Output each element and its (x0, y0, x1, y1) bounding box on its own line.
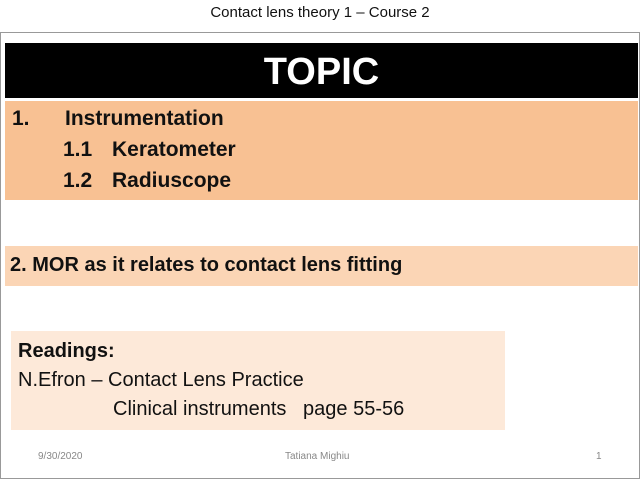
item-number: 1.2 (63, 169, 93, 192)
footer-author: Tatiana Mighiu (285, 451, 350, 462)
section-1-box (5, 101, 638, 200)
item-number: 1.1 (63, 138, 93, 161)
item-label: Radiuscope (112, 169, 232, 192)
readings-heading: Readings: (18, 340, 115, 362)
item-label: Keratometer (112, 138, 236, 161)
section-1-number: 1. (12, 107, 30, 130)
section-2-box: 2. MOR as it relates to contact lens fitting (5, 246, 638, 286)
slide-title: TOPIC (5, 43, 638, 98)
slide-header: Contact lens theory 1 – Course 2 (210, 4, 430, 21)
readings-line: N.Efron – Contact Lens Practice (18, 369, 304, 391)
page-number: 1 (596, 451, 602, 462)
section-1-label: Instrumentation (65, 107, 224, 130)
readings-line: Clinical instruments page 55-56 (113, 398, 405, 420)
readings-box (11, 331, 505, 430)
footer-date: 9/30/2020 (38, 451, 83, 462)
